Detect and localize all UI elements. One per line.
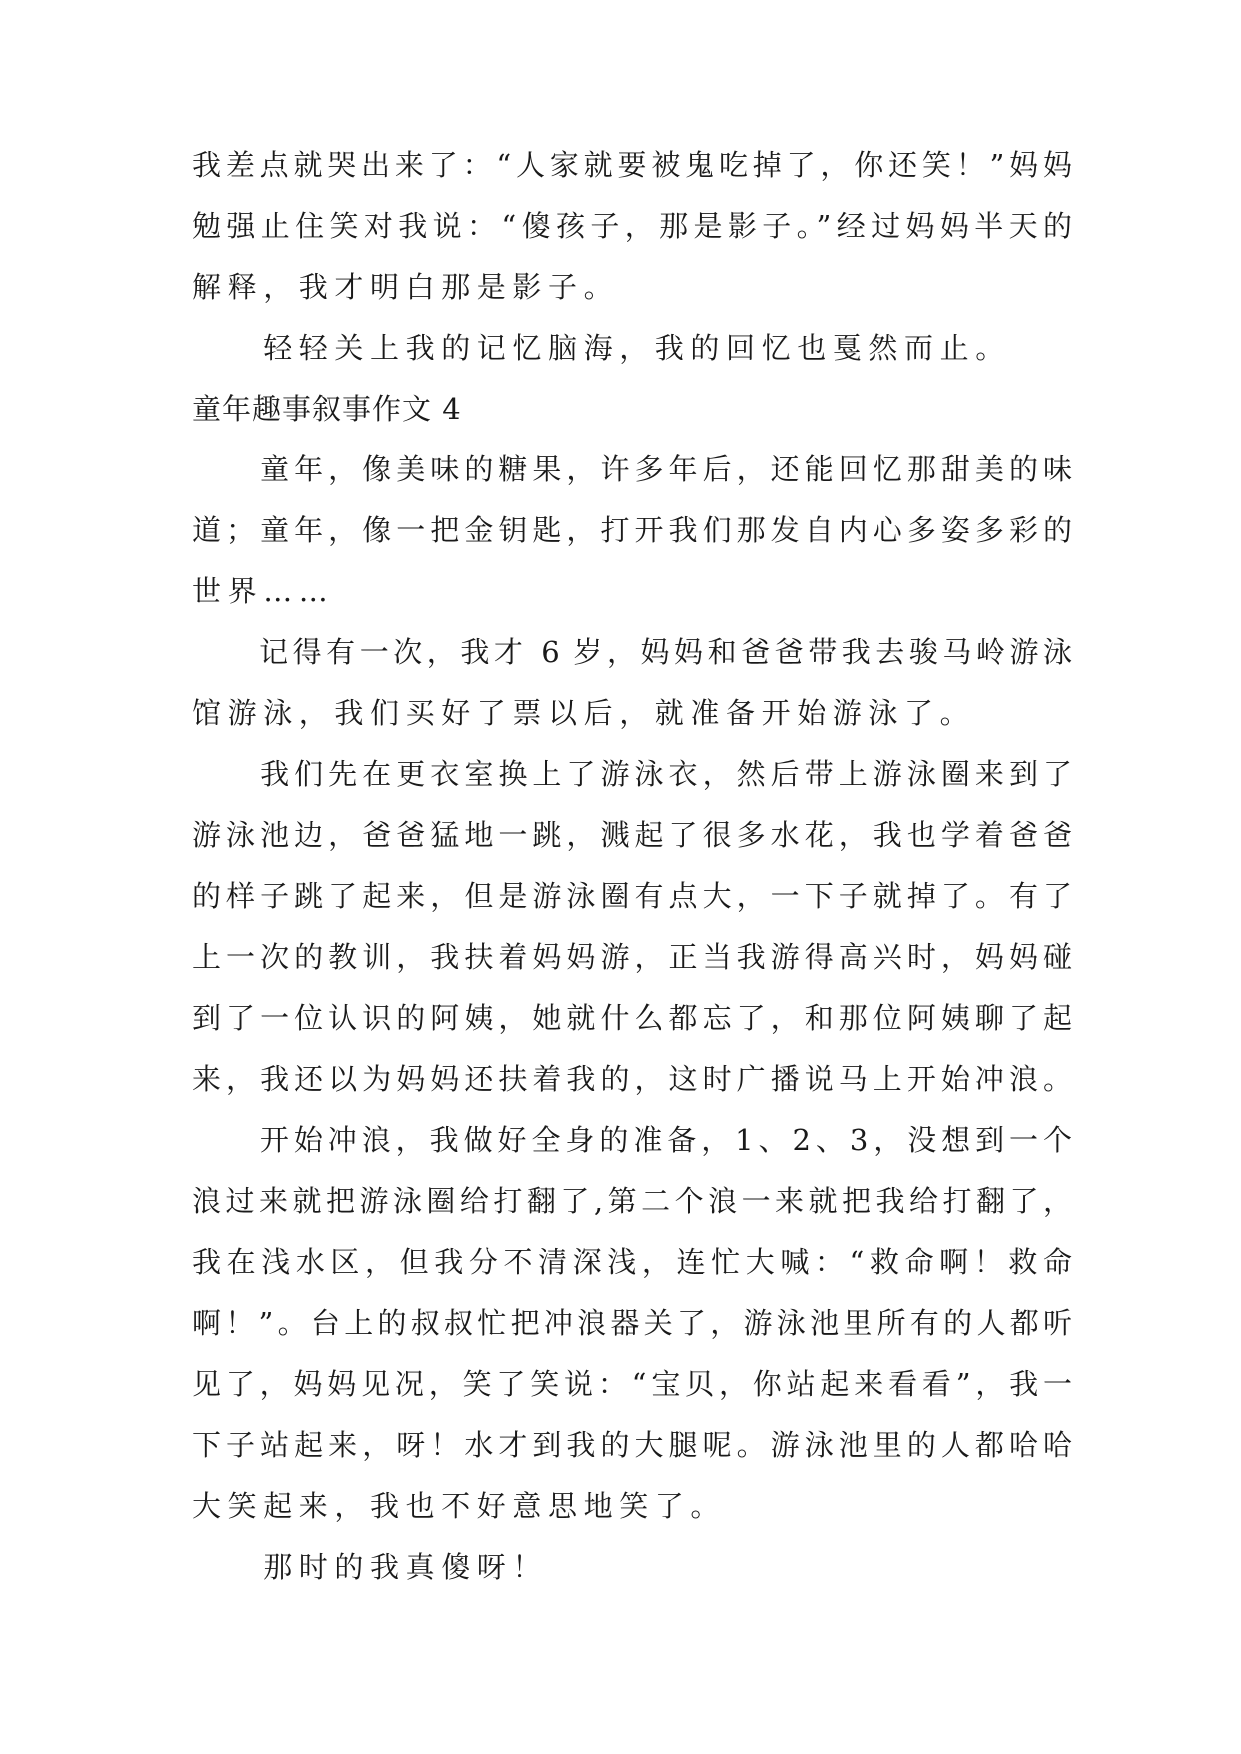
text-line: 来，我还以为妈妈还扶着我的，这时广播说马上开始冲浪。: [192, 1062, 1072, 1096]
text-line: 道；童年，像一把金钥匙，打开我们那发自内心多姿多彩的: [192, 513, 1072, 547]
section-heading: 童年趣事叙事作文 4: [192, 392, 462, 426]
text-line: 浪过来就把游泳圈给打翻了,第二个浪一来就把我给打翻了，: [192, 1184, 1072, 1218]
text-line: 开始冲浪，我做好全身的准备，1、2、3，没想到一个: [192, 1123, 1072, 1157]
text-line: 我在浅水区，但我分不清深浅，连忙大喊：“救命啊！救命: [192, 1245, 1072, 1279]
text-line: 童年，像美味的糖果，许多年后，还能回忆那甜美的味: [192, 452, 1072, 486]
text-line: 世界……: [192, 574, 335, 608]
text-line: 我们先在更衣室换上了游泳衣，然后带上游泳圈来到了: [192, 757, 1072, 791]
text-line: 下子站起来，呀！水才到我的大腿呢。游泳池里的人都哈哈: [192, 1428, 1072, 1462]
text-line: 勉强止住笑对我说：“傻孩子，那是影子。”经过妈妈半天的: [192, 209, 1072, 243]
text-line: 见了，妈妈见况，笑了笑说：“宝贝，你站起来看看”，我一: [192, 1367, 1072, 1401]
document-page: [192, 135, 1072, 1598]
text-line: 我差点就哭出来了：“人家就要被鬼吃掉了，你还笑！”妈妈: [192, 148, 1072, 182]
text-line: 啊！”。台上的叔叔忙把冲浪器关了，游泳池里所有的人都听: [192, 1306, 1072, 1340]
text-line: 轻轻关上我的记忆脑海，我的回忆也戛然而止。: [192, 331, 1011, 365]
text-line: 大笑起来，我也不好意思地笑了。: [192, 1489, 727, 1523]
text-line: 游泳池边，爸爸猛地一跳，溅起了很多水花，我也学着爸爸: [192, 818, 1072, 852]
text-line: 上一次的教训，我扶着妈妈游，正当我游得高兴时，妈妈碰: [192, 940, 1072, 974]
text-line: 那时的我真傻呀！: [192, 1550, 549, 1584]
text-line: 到了一位认识的阿姨，她就什么都忘了，和那位阿姨聊了起: [192, 1001, 1072, 1035]
text-line: 记得有一次，我才 6 岁，妈妈和爸爸带我去骏马岭游泳: [192, 635, 1072, 669]
text-line: 馆游泳，我们买好了票以后，就准备开始游泳了。: [192, 696, 976, 730]
text-line: 的样子跳了起来，但是游泳圈有点大，一下子就掉了。有了: [192, 879, 1072, 913]
text-line: 解释，我才明白那是影子。: [192, 270, 620, 304]
